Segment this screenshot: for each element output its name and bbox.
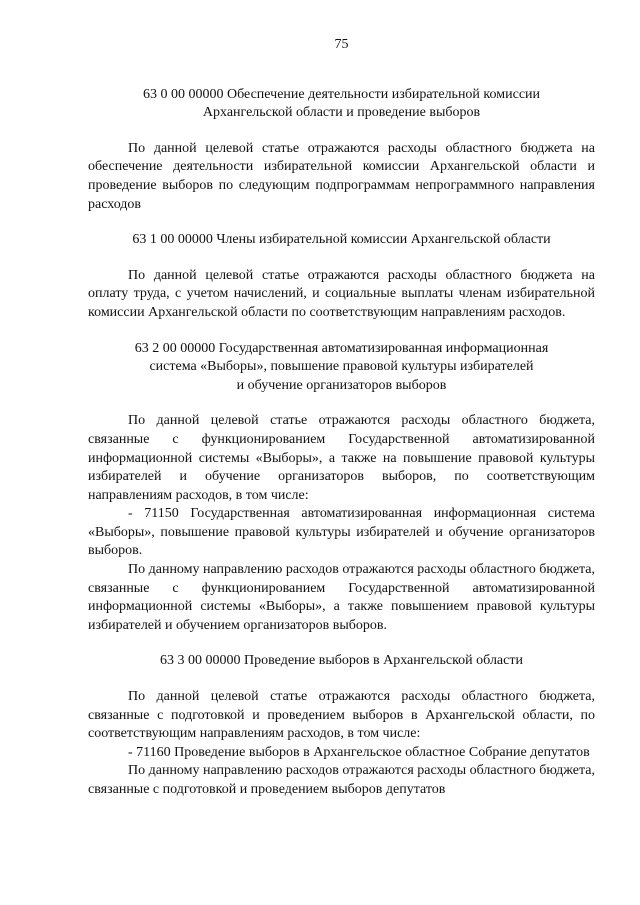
paragraph: По данному направлению расходов отражаются расходы областного бюджета, связанные с подготовкой и проведением выборов депутатов [88,763,596,797]
paragraph: По данной целевой статье отражаются расходы областного бюджета на обеспечение деятельности избирательной комиссии Архангельской области и проведение выборов по следующим подпрограммам непрограммного направления расходов [88,140,595,212]
section-heading-line: и обучение организаторов выборов [236,377,447,393]
section-63-0 [88,86,595,215]
paragraph: По данному направлению расходов отражаются расходы областного бюджета, связанные с функционированием Государственной автоматизированной информационной системы «Выборы», а также повышением правовой культуры избирателей и обучением организаторов выборов. [88,562,596,633]
list-item: - 71150 Государственная автоматизированная информационная система «Выборы», повышение правовой культуры избирателей и обучение организаторов выборов. [88,506,595,559]
section-heading-line: Архангельской области и проведение выборов [202,105,481,121]
section-heading-line: 63 3 00 00000 Проведение выборов в Архангельской области [160,653,523,669]
section-heading-line: 63 1 00 00000 Члены избирательной комиссии Архангельской области [132,232,551,248]
page-number: 75 [334,37,349,52]
paragraph: По данной целевой статье отражаются расходы областного бюджета, связанные с подготовкой и проведением выборов в Архангельской области, по соответствующим направлениям расходов, в том числе: [88,689,595,742]
section-heading-line: 63 2 00 00000 Государственная автоматизированная информационная [134,340,549,356]
list-item: - 71160 Проведение выборов в Архангельское областное Собрание депутатов [128,744,590,760]
paragraph: По данной целевой статье отражаются расходы областного бюджета, связанные с функционированием Государственной автоматизированной информационной системы «Выборы», а также на повышение правовой культуры избирателей и обучение организаторов выборов, по соответствующим направлениям расходов, в том числе: [88,413,595,503]
section-63-2 [88,340,595,636]
section-heading-line: система «Выборы», повышение правовой культуры избирателей [149,359,534,375]
paragraph: По данной целевой статье отражаются расходы областного бюджета на оплату труда, с учетом начислений, и социальные выплаты членам избирательной комиссии Архангельской области по соответствующим направлениям расходов. [88,267,595,320]
section-63-3 [88,652,595,799]
section-heading-line: 63 0 00 00000 Обеспечение деятельности избирательной комиссии [142,86,541,102]
section-63-1 [88,231,595,322]
